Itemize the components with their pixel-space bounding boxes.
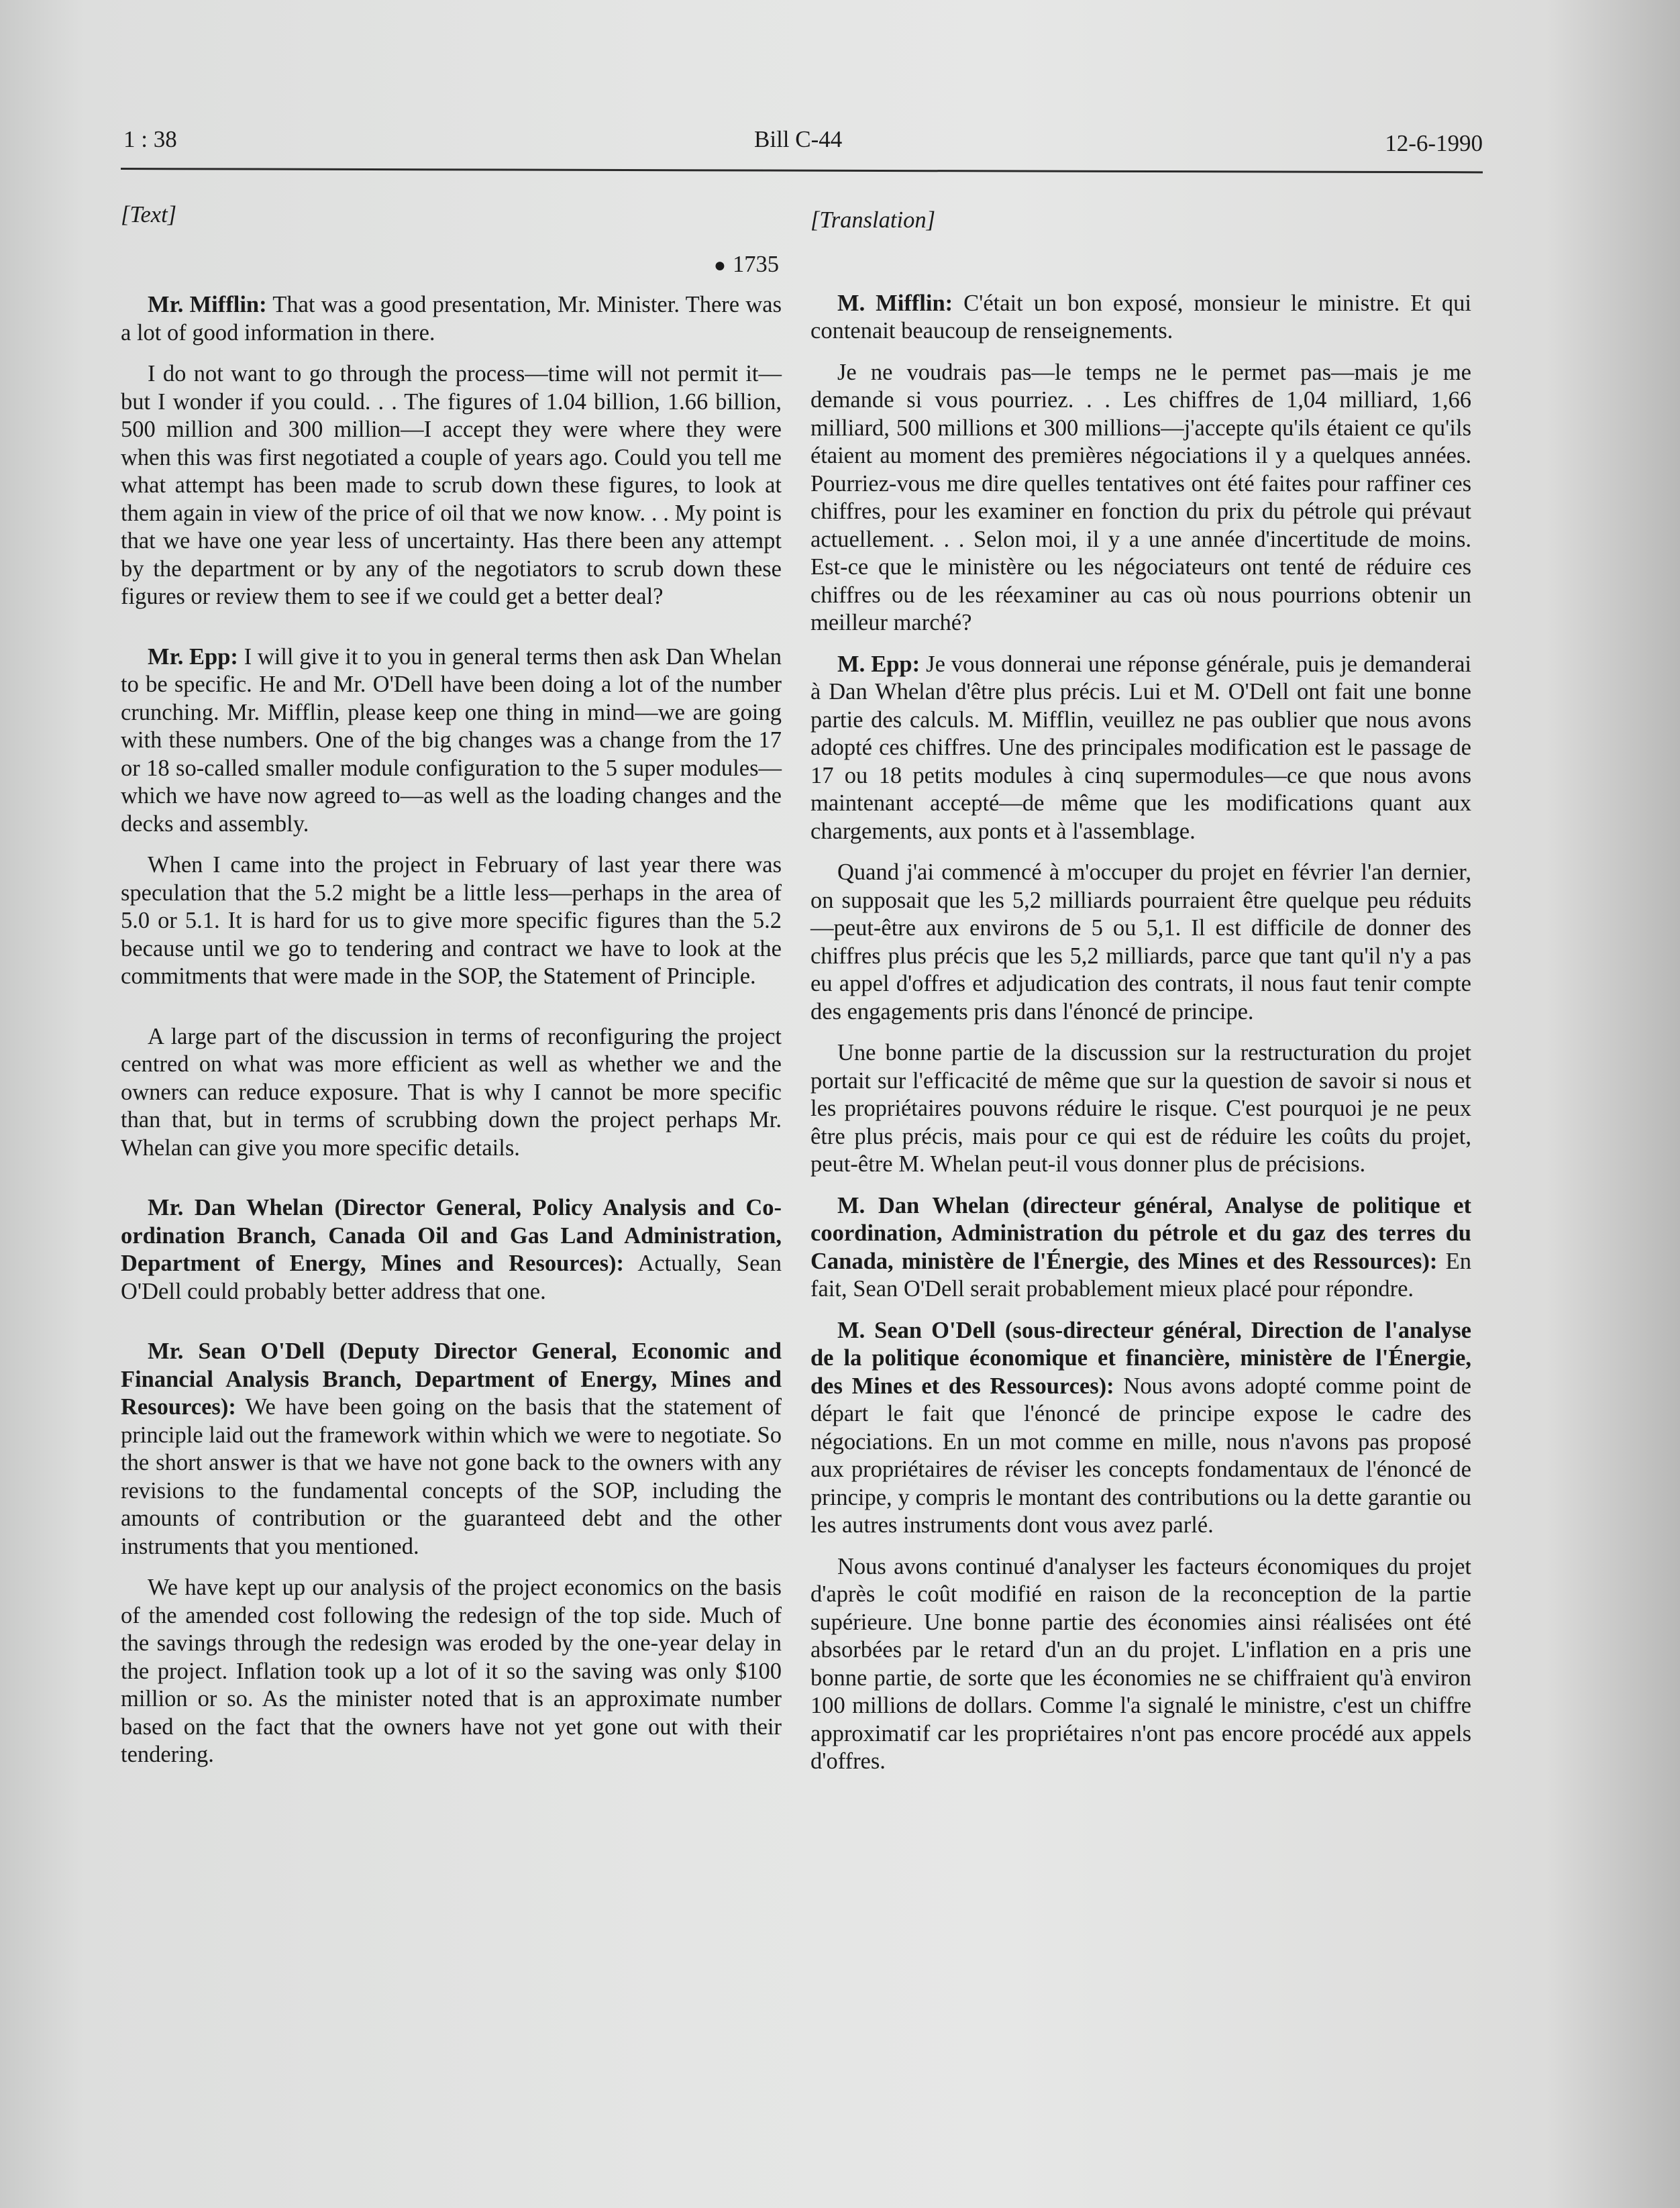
paragraph-text: Je ne voudrais pas—le temps ne le permet pas—mais je me demande si vous pourriez. . . Les chiffres de 1,04 milliard, 1,66 milliard, 500 millions et 300 millions—j'accepte qu'ils étaient ce qu'ils étaient au moment des premières négociations il y a quelques années. Pourriez-vous me dire quelles tentatives ont été faites pour raffiner ces chiffres, pour les examiner en fonction du prix du pétrole qui prévaut actuellement. . . Selon moi, il y a une année d'incertitude de moins. Est-ce que le ministère ou les négociateurs ont tenté de réduire ces chiffres ou de les réexaminer au cas où nous pourrions obtenir un meilleur marché? — [810, 359, 1471, 635]
header-rule — [121, 168, 1483, 173]
paragraph-text: I will give it to you in general terms then ask Dan Whelan to be specific. He and Mr. O'Dell have been doing a lot of the number crunching. Mr. Mifflin, please keep one thing in mind—we are going with these numbers. One of the big changes was a change from the 17 or 18 so-called smaller module configuration to the 5 super modules—which we have now agreed to—as well as the loading changes and the decks and assembly. — [121, 643, 782, 837]
paragraph-text: C'était un bon exposé, monsieur le ministre. Et qui contenait beaucoup de renseignements. — [810, 290, 1471, 344]
speaker-name: Mr. Dan Whelan (Director General, Policy Analysis and Co-ordination Branch, Canada Oil and Gas Land Administration, Department of Energy, Mines and Resources): — [121, 1195, 782, 1276]
paragraph-text: Nous avons adopté comme point de départ le fait que l'énoncé de principe expose le cadre des négociations. En un mot comme en mille, nous n'avons pas proposé aux propriétaires de réviser les concepts fondamentaux de l'énoncé de principe, y compris le montant des contributions ou la dette garantie ou les autres instruments dont vous avez parlé. — [810, 1373, 1471, 1538]
speaker-name: Mr. Epp: — [148, 643, 238, 670]
paragraph-text: Une bonne partie de la discussion sur la restructuration du projet portait sur l'efficacité de même que sur la question de savoir si nous et les propriétaires pouvons réduire le risque. C'est pourquoi je ne peux être plus précis, mais pour ce qui est de réduire les coûts du projet, peut-être M. Whelan peut-il vous donner plus de précisions. — [810, 1040, 1471, 1177]
paragraph-text: We have kept up our analysis of the project economics on the basis of the amended cost following the redesign of the top side. Much of the savings through the redesign was eroded by the one-year delay in the project. Inflation took up a lot of it so the saving was only $100 million or so. As the minister noted that is an approximate number based on the fact that the owners have not yet gone out with their tendering. — [121, 1575, 782, 1767]
paragraph-text: En fait, Sean O'Dell serait probablement mieux placé pour répondre. — [810, 1248, 1471, 1302]
paragraph — [810, 1192, 1471, 1304]
bullet-icon: ● — [713, 254, 726, 276]
paragraph — [121, 1194, 782, 1306]
paragraph — [121, 851, 782, 991]
speaker-name: M. Sean O'Dell (sous-directeur général, Direction de l'analyse de la politique économique et financière, ministère de l'Énergie, des Mines et des Ressources): — [810, 1317, 1471, 1399]
paragraph — [810, 1553, 1471, 1776]
paragraph — [121, 291, 782, 347]
paragraph — [121, 1023, 782, 1163]
page-header — [121, 126, 1483, 166]
paragraph — [810, 859, 1471, 1026]
paragraph — [810, 1317, 1471, 1540]
paragraph — [810, 290, 1471, 346]
french-column — [810, 207, 1471, 1789]
document-title: Bill C-44 — [754, 126, 843, 152]
paragraph-text: That was a good presentation, Mr. Minister. There was a lot of good information in there. — [121, 292, 782, 346]
paragraph-text: We have been going on the basis that the statement of principle laid out the framework within which we were to negotiate. So the short answer is that we have not gone back to the owners with any revisions to the fundamental concepts of the SOP, including the amounts of contribution or the guaranteed debt and the other instruments that you mentioned. — [121, 1394, 782, 1559]
paragraph-text: When I came into the project in February of last year there was speculation that the 5.2 might be a little less—perhaps in the area of 5.0 or 5.1. It is hard for us to give more specific figures than the 5.2 because until we go to tendering and contract we have to look at the commitments that were made in the SOP, the Statement of Principle. — [121, 852, 782, 989]
paragraph-text: A large part of the discussion in terms of reconfiguring the project centred on what was more efficient as well as whether we and the owners can reduce exposure. That is why I cannot be more specific than that, but in terms of scrubbing down the project perhaps Mr. Whelan can give you more specific details. — [121, 1023, 782, 1161]
translation-tag: [Translation] — [810, 207, 935, 233]
time-marker-value: 1735 — [733, 251, 779, 277]
page-reference: 1 : 38 — [123, 126, 177, 152]
paragraph-text: Quand j'ai commencé à m'occuper du projet en février l'an dernier, on supposait que les 5,2 milliards pourraient être quelque peu réduits—peut-être aux environs de 5 ou 5,1. Il est difficile de donner des chiffres plus précis que les 5,2 milliards, parce que tant qu'il n'y a pas eu appel d'offres et adjudication des contrats, il nous faut tenir compte des engagements pris dans l'énoncé de principe. — [810, 859, 1471, 1024]
speaker-name: M. Mifflin: — [837, 290, 953, 316]
text-tag: [Text] — [121, 202, 177, 227]
paragraph-text: Je vous donnerai une réponse générale, puis je demanderai à Dan Whelan d'être plus précis. Lui et M. O'Dell ont fait une bonne partie des calculs. M. Mifflin, veuillez ne pas oublier que nous avons adopté ces chiffres. Une des principales modification est le passage de 17 ou 18 petits modules à cinq supermodules—ce que nous avons maintenant accepté—de même que les modifications quant aux chargements, aux ponts et à l'assemblage. — [810, 651, 1471, 844]
paragraph-text: Actually, Sean O'Dell could probably better address that one. — [121, 1251, 782, 1304]
speaker-name: M. Epp: — [837, 651, 921, 677]
document-date: 12-6-1990 — [1385, 130, 1483, 156]
speaker-name: M. Dan Whelan (directeur général, Analyse de politique et coordination, Administration du pétrole et du gaz des terres du Canada, ministère de l'Énergie, des Mines et des Ressources): — [810, 1192, 1471, 1274]
paragraph-text: I do not want to go through the process—time will not permit it—but I wonder if you could. . . The figures of 1.04 billion, 1.66 billion, 500 million and 300 million—I accept they were where they were when this was first negotiated a couple of years ago. Could you tell me what attempt has been made to scrub down these figures, to look at them again in view of the price of oil that we now know. . . My point is that we have one year less of uncertainty. Has there been any attempt by the department or by any of the negotiators to scrub down these figures or review them to see if we could get a better deal? — [121, 361, 782, 609]
paragraph — [121, 643, 782, 839]
paragraph — [121, 360, 782, 611]
paragraph — [810, 1039, 1471, 1179]
paragraph — [810, 651, 1471, 846]
speaker-name: Mr. Sean O'Dell (Deputy Director General, Economic and Financial Analysis Branch, Department of Energy, Mines and Resources): — [121, 1338, 782, 1420]
speaker-name: Mr. Mifflin: — [148, 292, 267, 317]
time-marker — [121, 251, 779, 280]
paragraph — [121, 1338, 782, 1561]
paragraph-text: Nous avons continué d'analyser les facteurs économiques du projet d'après le coût modifié en raison de la reconception de la partie supérieure. Une bonne partie des économies ainsi réalisées ont été absorbées par le retard d'un an du projet. L'inflation en a pris une bonne partie, de sorte que les économies ne se chiffraient qu'à environ 100 millions de dollars. Comme l'a signalé le ministre, c'est un chiffre approximatif car les propriétaires n'ont pas encore procédé aux appels d'offres. — [810, 1553, 1471, 1774]
paragraph — [810, 359, 1471, 637]
paragraph — [121, 1574, 782, 1769]
english-column — [121, 201, 782, 1783]
